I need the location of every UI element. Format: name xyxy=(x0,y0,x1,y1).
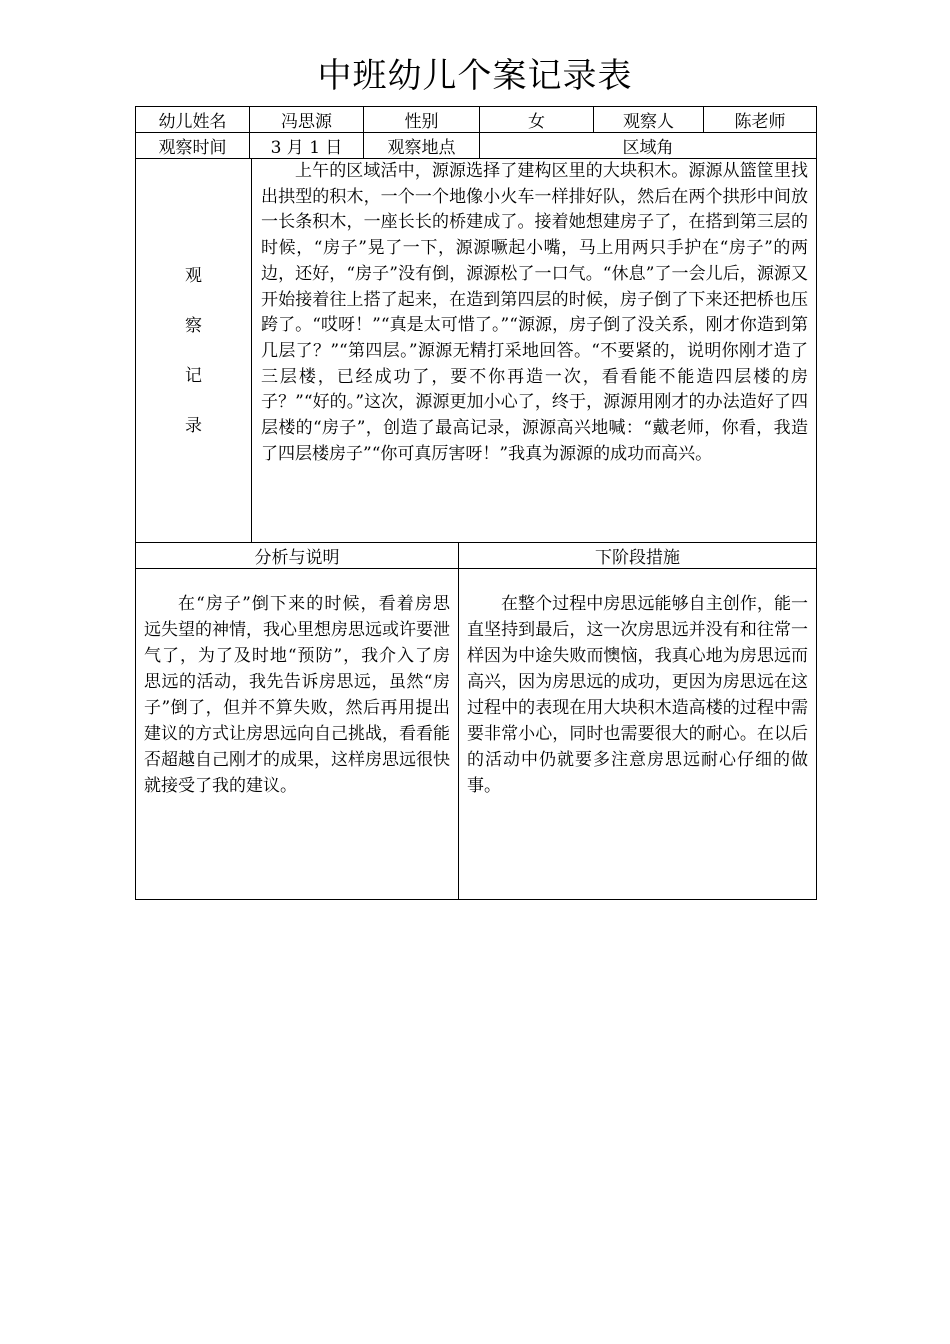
page-title: 中班幼儿个案记录表 xyxy=(317,56,633,96)
analysis-heading: 分析与说明 xyxy=(136,543,459,568)
analysis-text: 在“房子”倒下来的时候，看着房思远失望的神情，我心里想房思远或许要泄气了，为了及时地“预防”，我介入了房思远的活动，我先告诉房思远，虽然“房子”倒了，但并不算失败，然后再用提出建议的方式让房思远向自己挑战，看看能否超越自己刚才的成果，这样房思远很快就接受了我的建议。 xyxy=(144,594,450,796)
table-row-observation xyxy=(136,159,816,543)
observation-place-value: 区域角 xyxy=(622,138,674,158)
next-steps-heading: 下阶段措施 xyxy=(595,548,680,568)
next-steps-text: 在整个过程中房思远能够自主创作，能一直坚持到最后，这一次房思远并没有和往常一样因为中途失败而懊恼，我真心地为房思远而高兴，因为房思远的成功，更因为房思远在这过程中的表现在用大块积木造高楼的过程中需要非常小心，同时也需要很大的耐心。在以后的活动中仍就要多注意房思远耐心仔细的做事。 xyxy=(467,594,808,796)
observation-label-char: 录 xyxy=(185,415,202,436)
observer-label: 观察人 xyxy=(594,107,704,132)
observation-time-label: 观察时间 xyxy=(136,133,250,158)
child-name-label: 幼儿姓名 xyxy=(136,107,250,132)
observation-label-char: 记 xyxy=(185,365,202,386)
observer-value: 陈老师 xyxy=(734,112,786,132)
observation-place-label: 观察地点 xyxy=(364,133,480,158)
child-name-value: 冯思源 xyxy=(250,107,364,132)
table-row-time-place xyxy=(136,133,816,159)
record-table xyxy=(135,106,817,900)
gender-value: 女 xyxy=(480,107,594,132)
observation-record-text: 上午的区域活中，源源选择了建构区里的大块积木。源源从篮筐里找出拱型的积木，一个一个地像小火车一样排好队，然后在两个拱形中间放一长条积木，一座长长的桥建成了。接着她想建房子了，在搭到第三层的时候，“房子”晃了一下，源源噘起小嘴，马上用两只手护在“房子”的两边，还好，“房子”没有倒，源源松了一口气。“休息”了一会儿后，源源又开始接着往上搭了起来，在造到第四层的时候，房子倒了下来还把桥也压跨了。“哎呀！”“真是太可惜了。”“源源，房子倒了没关系，刚才你造到第几层了？”“第四层。”源源无精打采地回答。“不要紧的，说明你刚才造了三层楼，已经成功了，要不你再造一次，看看能不能造四层楼的房子？”“好的。”这次，源源更加小心了，终于，源源用刚才的办法造好了四层楼的“房子”，创造了最高记录，源源高兴地喊：“戴老师，你看，我造了四层楼房子”“你可真厉害呀！”我真为源源的成功而高兴。 xyxy=(261,161,808,464)
observation-label-char: 观 xyxy=(185,265,202,286)
table-row-analysis-content xyxy=(136,569,816,899)
observation-time-value: 3 月 1 日 xyxy=(250,133,364,158)
next-steps-pane xyxy=(459,569,816,899)
gender-label: 性别 xyxy=(364,107,480,132)
table-row-info xyxy=(136,107,816,133)
observation-label-char: 察 xyxy=(185,315,202,336)
analysis-pane xyxy=(136,569,459,899)
observation-record-label xyxy=(136,159,252,542)
table-row-headings xyxy=(136,543,816,569)
